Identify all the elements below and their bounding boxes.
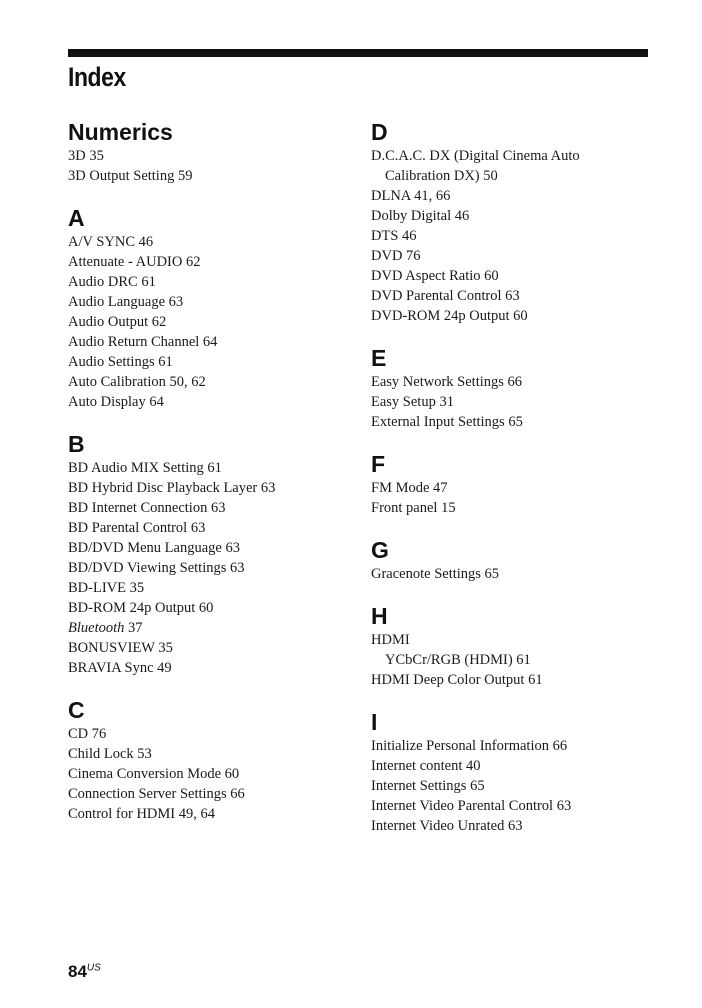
index-entry (371, 670, 661, 690)
index-entry (68, 598, 358, 618)
index-entry (371, 564, 661, 584)
index-entry (371, 650, 661, 670)
index-section (371, 602, 661, 690)
index-text: BONUSVIEW 35 (68, 640, 173, 656)
index-text: Audio Output 62 (68, 314, 167, 330)
index-text: External Input Settings 65 (371, 414, 523, 430)
index-entry (68, 292, 358, 312)
index-entry (371, 392, 661, 412)
index-entry-list (68, 146, 358, 186)
index-column-left (68, 118, 358, 824)
index-pages: 37 (124, 620, 143, 636)
index-text: Auto Calibration 50, 62 (68, 374, 206, 390)
section-heading: I (371, 709, 378, 735)
section-gap (68, 186, 358, 204)
index-entry (371, 736, 661, 756)
index-entry (68, 478, 358, 498)
index-text: Internet Video Parental Control 63 (371, 798, 572, 814)
index-term: Bluetooth (68, 620, 125, 636)
index-text: DVD Aspect Ratio 60 (371, 268, 499, 284)
index-entry-list (68, 458, 358, 678)
index-text: Front panel 15 (371, 500, 456, 516)
index-entry (371, 246, 661, 266)
index-text: DVD 76 (371, 248, 421, 264)
index-text: BD Hybrid Disc Playback Layer 63 (68, 480, 276, 496)
index-entry (68, 272, 358, 292)
index-text: Audio Language 63 (68, 294, 184, 310)
index-text: BD/DVD Menu Language 63 (68, 540, 240, 556)
section-gap (371, 326, 661, 344)
section-gap (68, 678, 358, 696)
index-text: Connection Server Settings 66 (68, 786, 245, 802)
index-section (68, 118, 358, 186)
section-gap (371, 432, 661, 450)
index-text: Internet Video Unrated 63 (371, 818, 523, 834)
index-text: Audio Settings 61 (68, 354, 173, 370)
index-entry-list (371, 564, 661, 584)
index-text: FM Mode 47 (371, 480, 448, 496)
index-text: YCbCr/RGB (HDMI) 61 (385, 652, 531, 668)
index-entry (68, 744, 358, 764)
index-entry (371, 816, 661, 836)
index-text: BD Parental Control 63 (68, 520, 206, 536)
index-text: Internet Settings 65 (371, 778, 485, 794)
index-entry-list (371, 372, 661, 432)
section-gap (371, 584, 661, 602)
index-text: Internet content 40 (371, 758, 481, 774)
index-section (371, 708, 661, 836)
index-entry (371, 206, 661, 226)
index-text: DVD Parental Control 63 (371, 288, 520, 304)
index-entry (68, 146, 358, 166)
index-text: HDMI (371, 632, 410, 648)
index-entry (371, 306, 661, 326)
index-entry-list (371, 478, 661, 518)
index-text: Dolby Digital 46 (371, 208, 470, 224)
index-entry (371, 286, 661, 306)
index-text: 3D Output Setting 59 (68, 168, 193, 184)
index-entry (68, 618, 358, 638)
index-text: Initialize Personal Information 66 (371, 738, 568, 754)
index-text: Gracenote Settings 65 (371, 566, 500, 582)
index-text: Easy Network Settings 66 (371, 374, 523, 390)
page-title: Index (68, 62, 126, 92)
top-rule (68, 49, 648, 57)
index-text: BD/DVD Viewing Settings 63 (68, 560, 245, 576)
index-entry (371, 372, 661, 392)
index-text: Audio DRC 61 (68, 274, 156, 290)
section-heading: E (371, 345, 387, 371)
index-text: Control for HDMI 49, 64 (68, 806, 216, 822)
index-text: Child Lock 53 (68, 746, 152, 762)
index-text: HDMI Deep Color Output 61 (371, 672, 543, 688)
index-section (68, 204, 358, 412)
index-entry (68, 166, 358, 186)
index-text: DVD-ROM 24p Output 60 (371, 308, 528, 324)
index-text: DLNA 41, 66 (371, 188, 451, 204)
index-text: BRAVIA Sync 49 (68, 660, 172, 676)
index-section (371, 344, 661, 432)
index-entry (68, 558, 358, 578)
index-text: Auto Display 64 (68, 394, 164, 410)
index-column-right (371, 118, 661, 836)
index-entry (371, 186, 661, 206)
index-entry (68, 372, 358, 392)
index-entry (371, 630, 661, 650)
index-entry (371, 756, 661, 776)
index-entry (68, 724, 358, 744)
index-entry (371, 498, 661, 518)
index-entry (68, 764, 358, 784)
section-gap (68, 412, 358, 430)
index-entry (371, 266, 661, 286)
page-number-suffix: US (86, 962, 101, 974)
section-heading: Numerics (68, 119, 173, 145)
index-section (371, 450, 661, 518)
index-entry-list (371, 630, 661, 690)
index-entry (371, 478, 661, 498)
section-heading: G (371, 537, 389, 563)
index-entry (371, 796, 661, 816)
section-heading: B (68, 431, 85, 457)
page-number-value: 84 (68, 962, 87, 981)
index-entry (68, 232, 358, 252)
index-section (371, 536, 661, 584)
index-entry (68, 578, 358, 598)
index-text: CD 76 (68, 726, 107, 742)
index-entry (68, 658, 358, 678)
index-text: D.C.A.C. DX (Digital Cinema Auto (371, 148, 580, 164)
index-entry (68, 804, 358, 824)
index-entry (68, 332, 358, 352)
page-number (68, 962, 101, 982)
section-heading: H (371, 603, 388, 629)
index-entry (68, 638, 358, 658)
index-text: A/V SYNC 46 (68, 234, 154, 250)
section-heading: C (68, 697, 85, 723)
index-entry (68, 312, 358, 332)
index-entry-list (371, 736, 661, 836)
index-entry (68, 498, 358, 518)
index-entry (68, 518, 358, 538)
index-text: Attenuate - AUDIO 62 (68, 254, 201, 270)
index-text: Easy Setup 31 (371, 394, 454, 410)
section-gap (371, 690, 661, 708)
index-text: BD Audio MIX Setting 61 (68, 460, 222, 476)
section-heading: F (371, 451, 386, 477)
index-section (371, 118, 661, 326)
index-entry (68, 392, 358, 412)
index-text: BD-ROM 24p Output 60 (68, 600, 214, 616)
index-text: 3D 35 (68, 148, 104, 164)
section-heading: A (68, 205, 85, 231)
index-entry (371, 226, 661, 246)
index-entry-list (68, 232, 358, 412)
index-entry (68, 252, 358, 272)
index-entry (371, 412, 661, 432)
index-entry (68, 352, 358, 372)
index-section (68, 696, 358, 824)
index-section (68, 430, 358, 678)
index-entry (68, 538, 358, 558)
index-entry (371, 776, 661, 796)
index-entry (68, 458, 358, 478)
index-entry (68, 784, 358, 804)
index-text: BD Internet Connection 63 (68, 500, 226, 516)
index-entry-list (371, 146, 661, 326)
section-gap (371, 518, 661, 536)
section-heading: D (371, 119, 388, 145)
index-text: BD-LIVE 35 (68, 580, 145, 596)
index-entry-list (68, 724, 358, 824)
index-text: Audio Return Channel 64 (68, 334, 218, 350)
index-text-continued: Calibration DX) 50 (385, 168, 498, 184)
index-text: DTS 46 (371, 228, 417, 244)
index-entry (371, 146, 661, 186)
index-text: Cinema Conversion Mode 60 (68, 766, 240, 782)
